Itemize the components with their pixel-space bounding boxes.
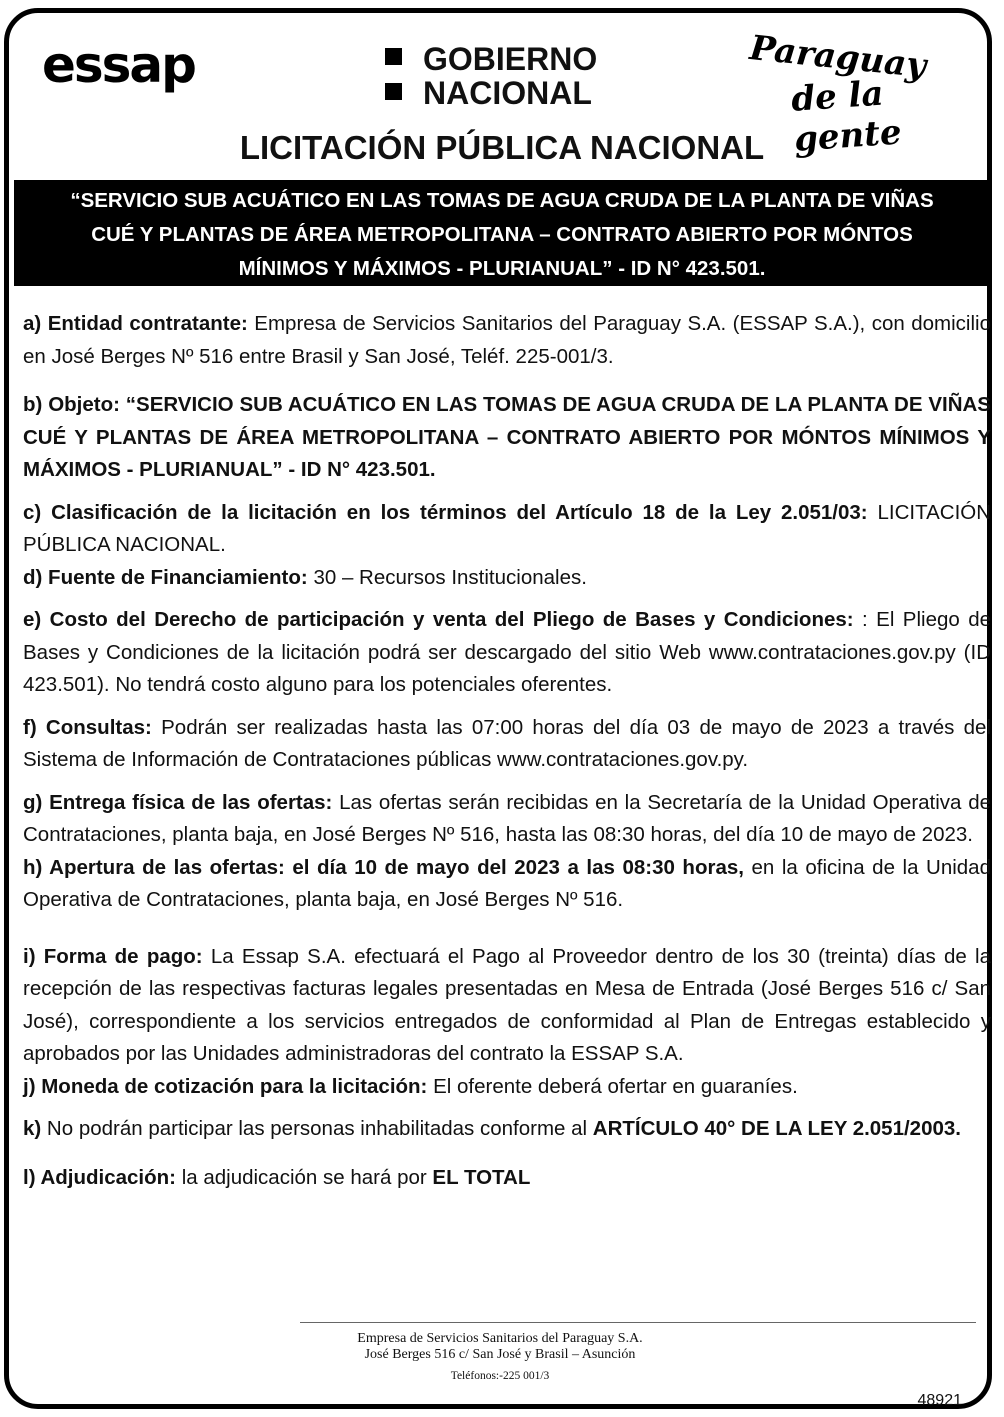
section-d-label: d) Fuente de Financiamiento: (23, 565, 308, 589)
section-c-text: LICITACIÓN PÚBLICA NACIONAL. (23, 500, 992, 556)
footer-divider (300, 1322, 976, 1323)
tender-banner (14, 180, 990, 286)
section-h (23, 852, 991, 917)
paraguay-logo-line1: Paraguay (747, 28, 928, 87)
section-e-label: e) Costo del Derecho de participación y venta del Pliego de Bases y Condiciones: (23, 608, 854, 631)
section-d-text: 30 – Recursos Institucionales. (307, 565, 587, 589)
section-h-text: en la oficina de la Unidad Operativa de Contrataciones, planta baja, en José Berges Nº 516. (23, 855, 991, 911)
tender-details (23, 308, 991, 1194)
section-b-text: “SERVICIO SUB ACUÁTICO EN LAS TOMAS DE AGUA CRUDA DE LA PLANTA DE VIÑAS CUÉ Y PLANTAS DE ÁREA METROPOLITANA – CONTRATO ABIERTO POR MÓNTOS MÍNIMOS Y MÁXIMOS - PLURIANUAL” - ID N° 423.501. (23, 393, 991, 481)
section-c-label: c) Clasificación de la licitación en los términos del Artículo 18 de la Ley 2.051/03: (23, 500, 868, 524)
gobierno-square-icon (385, 83, 402, 100)
ad-code: 48921 (917, 1392, 962, 1409)
paraguay-logo-line2: de la gente (790, 73, 903, 160)
section-i-text: La Essap S.A. efectuará el Pago al Proveedor dentro de los 30 (treinta) días de la recepción de las respectivas facturas legales presentadas en Mesa de Entrada (José Berges 516 c/ San José), correspondiente a los servicios entregados de conformidad al Plan de Entregas establecido y aprobados por las Unidades administradoras del contrato la ESSAP S.A. (23, 944, 992, 1065)
banner-line2: CUÉ Y PLANTAS DE ÁREA METROPOLITANA – CONTRATO ABIERTO POR MÓNTOS (91, 223, 913, 246)
section-g-text: Las ofertas serán recibidas en la Secretaría de la Unidad Operativa de Contrataciones, planta baja, en José Berges Nº 516, hasta las 08:30 horas, del día 10 de mayo de 2023. (23, 790, 991, 846)
paraguay-de-la-gente-logo (747, 28, 962, 160)
section-f-text: Podrán ser realizadas hasta las 07:00 horas del día 03 de mayo de 2023 a través del Sistema de Información de Contrataciones públicas www.contrataciones.gov.py. (23, 715, 992, 771)
essap-logo (42, 36, 195, 94)
section-e (23, 604, 991, 702)
section-d (23, 562, 991, 595)
footer-phone: Teléfonos:-225 001/3 (450, 1370, 550, 1382)
section-l (23, 1162, 991, 1195)
section-a-label: a) Entidad contratante: (23, 312, 248, 335)
banner-line1: “SERVICIO SUB ACUÁTICO EN LAS TOMAS DE AGUA CRUDA DE LA PLANTA DE VIÑAS (70, 189, 934, 212)
section-l-emphasis: EL TOTAL (432, 1165, 531, 1189)
section-g (23, 787, 991, 852)
section-a-text: Empresa de Servicios Sanitarios del Paraguay S.A. (ESSAP S.A.), con domicilio en José Berges Nº 516 entre Brasil y San José, Teléf. 225-001/3. (23, 312, 991, 368)
section-a (23, 308, 991, 373)
section-l-label: l) Adjudicación: (23, 1165, 176, 1189)
section-f-label: f) Consultas: (23, 715, 152, 739)
section-e-text: : El Pliego de Bases y Condiciones de la licitación podrá ser descargado del sitio Web www.contrataciones.gov.py (ID 423.501). No tendrá costo alguno para los potenciales oferentes. (23, 608, 992, 696)
section-j-label: j) Moneda de cotización para la licitación: (23, 1074, 428, 1098)
page-title: LICITACIÓN PÚBLICA NACIONAL (239, 129, 765, 166)
section-g-label: g) Entrega física de las ofertas: (23, 790, 333, 814)
section-j-text: El oferente deberá ofertar en guaraníes. (427, 1074, 798, 1098)
footer (180, 1331, 820, 1384)
footer-address: José Berges 516 c/ San José y Brasil – Asunción (364, 1347, 636, 1362)
gobierno-square-icon (385, 48, 402, 65)
gobierno-line2: NACIONAL (423, 75, 592, 111)
gobierno-line1: GOBIERNO (423, 41, 598, 77)
essap-logo-text: essap (42, 36, 195, 94)
section-i-label: i) Forma de pago: (23, 944, 203, 968)
section-k (23, 1113, 991, 1146)
section-k-text: No podrán participar las personas inhabilitadas conforme al (41, 1117, 593, 1140)
section-c (23, 497, 991, 562)
section-j (23, 1071, 991, 1104)
banner-line3: MÍNIMOS Y MÁXIMOS - PLURIANUAL” - ID N° 423.501. (238, 257, 766, 280)
section-f (23, 712, 991, 777)
section-i (23, 941, 991, 1071)
section-h-label: h) Apertura de las ofertas: el día 10 de mayo del 2023 a las 08:30 horas, (23, 855, 744, 879)
footer-company: Empresa de Servicios Sanitarios del Paraguay S.A. (357, 1331, 643, 1346)
section-k-emphasis: ARTÍCULO 40° DE LA LEY 2.051/2003. (592, 1117, 961, 1140)
section-l-text: la adjudicación se hará por (176, 1165, 433, 1189)
section-b (23, 389, 991, 487)
section-k-label: k) (23, 1117, 42, 1140)
section-b-label: b) Objeto: (23, 393, 120, 416)
